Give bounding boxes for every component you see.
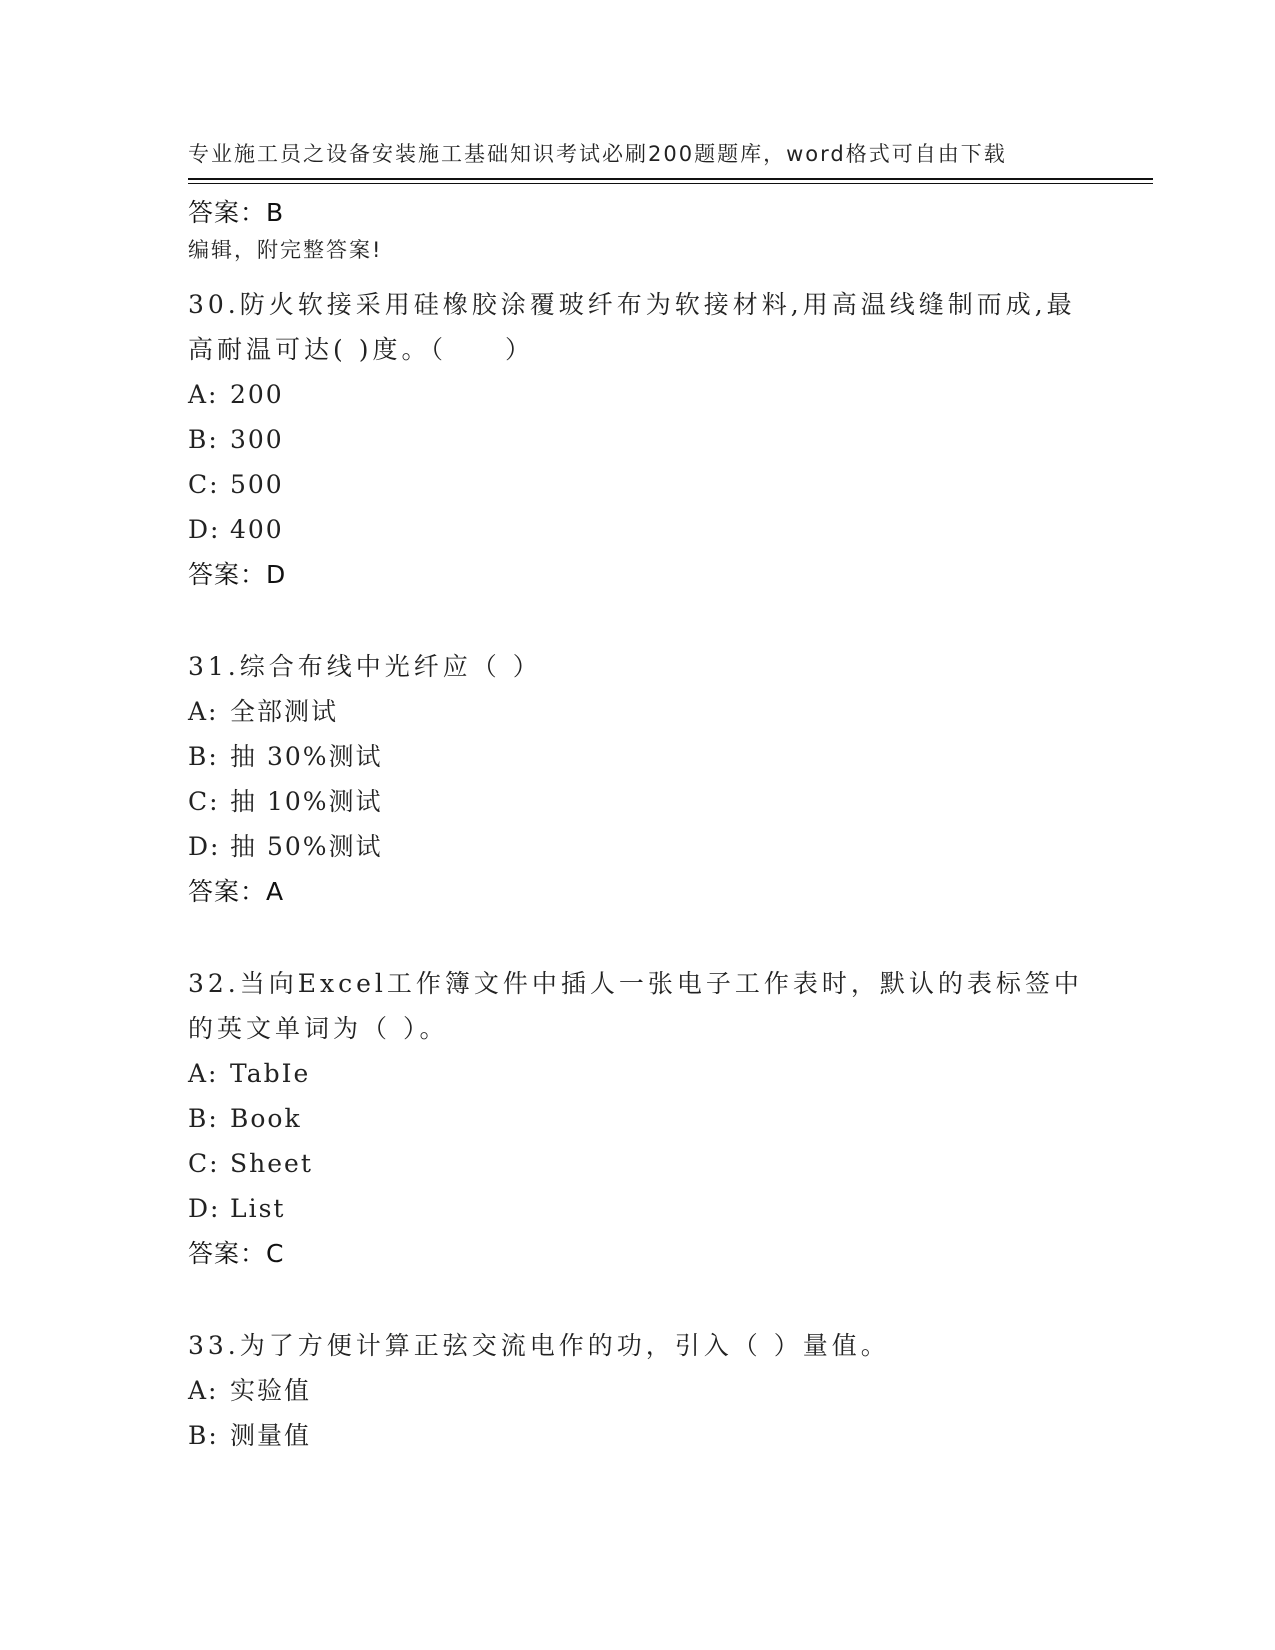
answer-line: 答案：A <box>188 877 285 906</box>
option-a <box>188 372 1153 417</box>
option-a <box>188 1368 1153 1413</box>
option-text: 抽 50%测试 <box>230 832 383 861</box>
option-text: 300 <box>230 425 284 454</box>
option-b <box>188 1413 1153 1458</box>
header-divider-thin <box>188 183 1153 184</box>
option-b <box>188 734 1153 779</box>
header-divider <box>188 178 1153 180</box>
question-31 <box>188 644 1153 689</box>
option-d <box>188 824 1153 869</box>
option-b <box>188 1096 1153 1141</box>
header-title-line-2: 编辑，附完整答案! <box>188 238 383 262</box>
spacer <box>188 1277 1153 1323</box>
option-text: Sheet <box>230 1149 313 1178</box>
option-letter: A: <box>188 1376 219 1405</box>
spacer <box>188 598 1153 644</box>
option-text: List <box>230 1194 286 1223</box>
option-a <box>188 689 1153 734</box>
option-letter: B: <box>188 425 219 454</box>
option-c <box>188 779 1153 824</box>
option-d <box>188 507 1153 552</box>
answer-line: 答案：D <box>188 560 287 589</box>
option-b <box>188 417 1153 462</box>
option-letter: C: <box>188 1149 220 1178</box>
question-text: 31.综合布线中光纤应（ ） <box>188 652 542 681</box>
option-text: 全部测试 <box>230 697 339 726</box>
option-text: 抽 10%测试 <box>230 787 383 816</box>
option-letter: B: <box>188 1421 219 1450</box>
header-title-line-1: 专业施工员之设备安装施工基础知识考试必刷200题题库，word格式可自由下载 <box>188 142 1007 166</box>
question-text: 33.为了方便计算正弦交流电作的功，引入（ ）量值。 <box>188 1331 890 1360</box>
option-text: 200 <box>230 380 284 409</box>
question-text: 的英文单词为（ ）。 <box>188 1014 449 1043</box>
question-32 <box>188 961 1153 1051</box>
option-letter: D: <box>188 1194 221 1223</box>
question-list <box>188 190 1153 1458</box>
option-letter: B: <box>188 1104 219 1133</box>
option-a <box>188 1051 1153 1096</box>
spacer <box>188 915 1153 961</box>
spacer <box>188 236 1153 282</box>
option-letter: C: <box>188 787 220 816</box>
option-c <box>188 462 1153 507</box>
option-text: 测量值 <box>230 1421 312 1450</box>
option-text: Book <box>230 1104 302 1133</box>
question-30 <box>188 282 1153 372</box>
option-letter: C: <box>188 470 220 499</box>
question-33 <box>188 1323 1153 1368</box>
option-text: 400 <box>230 515 284 544</box>
option-letter: A: <box>188 1059 219 1088</box>
option-text: 实验值 <box>230 1376 312 1405</box>
option-text: 抽 30%测试 <box>230 742 383 771</box>
question-text: 高耐温可达( )度。（ ） <box>188 335 534 364</box>
option-letter: D: <box>188 515 221 544</box>
question-text: 32.当向Excel工作簿文件中插人一张电子工作表时，默认的表标签中 <box>188 969 1083 998</box>
question-text: 30.防火软接采用硅橡胶涂覆玻纤布为软接材料,用高温线缝制而成,最 <box>188 290 1076 319</box>
option-text: TabIe <box>230 1059 311 1088</box>
answer-line: 答案：B <box>188 198 285 227</box>
answer-line: 答案：C <box>188 1239 285 1268</box>
option-c <box>188 1141 1153 1186</box>
option-d <box>188 1186 1153 1231</box>
option-letter: A: <box>188 697 219 726</box>
option-letter: A: <box>188 380 219 409</box>
option-text: 500 <box>230 470 284 499</box>
option-letter: B: <box>188 742 219 771</box>
option-letter: D: <box>188 832 221 861</box>
